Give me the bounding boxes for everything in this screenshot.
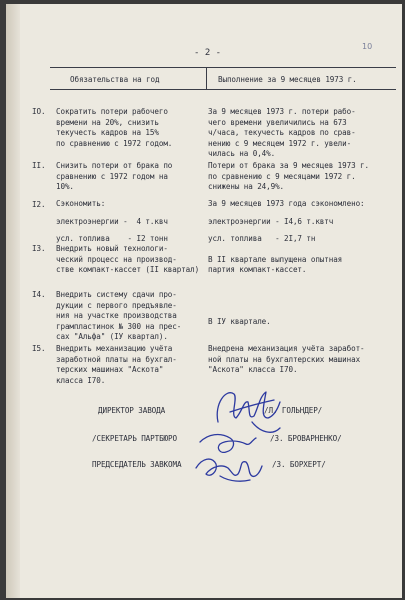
page-number: - 2 - — [194, 48, 222, 58]
item-fulfilment: Потери от брака за 9 месяцев 1973 г. по сравнению с 9 месяцами 1972 г. снижены на 24,9%. — [208, 161, 369, 192]
item-obligation: Внедрить новый технологи- ческий процесс на производ- стве компакт-кассет (II квартал) — [56, 244, 200, 275]
item-obligation: Внедрить механизацию учёта заработной платы на бухгал- терских машинах "Аскота" класса I70. — [56, 344, 177, 385]
item-number: I3. — [32, 244, 46, 253]
header-obligations: Обязательства на год — [70, 75, 160, 84]
signatory-name: /З. БРОВАРНЕНКО/ — [270, 434, 342, 443]
item-obligation: Сократить потери рабочего времени на 20%, снизить текучесть кадров на 15% по сравнению с 1972 годом. — [56, 107, 173, 148]
item-number: I2. — [32, 200, 46, 209]
header-fulfilment: Выполнение за 9 месяцев 1973 г. — [218, 75, 357, 84]
item-number: II. — [32, 161, 46, 170]
item-number: IO. — [32, 107, 46, 116]
item-number: I4. — [32, 290, 46, 299]
table-header-divider — [206, 67, 207, 89]
signatory-title: /СЕКРЕТАРЬ ПАРТБЮРО — [92, 434, 177, 443]
item-fulfilment: В IУ квартале. — [208, 317, 271, 326]
signatory-title: ДИРЕКТОР ЗАВОДА — [98, 406, 166, 415]
item-number: I5. — [32, 344, 46, 353]
item-obligation: Внедрить систему сдачи про- дукции с первого предъявле- ния на участке производства грампластинок № 300 на прес- сах "Альфа" (IУ квартал). — [56, 290, 182, 342]
item-fulfilment: За 9 месяцев 1973 года сэкономлено: электроэнергии - I4,6 т.квтч усл. топлива - 2I,7 тн — [208, 199, 365, 244]
item-obligation: Сэкономить: электроэнергии - 4 т.квч усл. топлива - I2 тонн — [56, 199, 168, 244]
corner-mark: 10 — [362, 42, 373, 51]
item-fulfilment: Внедрена механизация учёта заработ- ной платы на бухгалтерских машинах "Аскота" класса I70. — [208, 344, 365, 375]
table-top-rule — [50, 67, 396, 68]
item-fulfilment: За 9 месяцев 1973 г. потери рабо- чего времени увеличились на 673 ч/часа, текучесть кадров по срав- нению с 9 месяцем 1972 г. увели- чилась на 0,4%. — [208, 107, 356, 159]
signatory-title: ПРЕДСЕДАТЕЛЬ ЗАВКОМА — [92, 460, 182, 469]
signatory-name: /З. БОРХЕРТ/ — [272, 460, 326, 469]
signatory-name: /Л. ГОЛЬНДЕР/ — [264, 406, 323, 415]
item-obligation: Снизить потери от брака по сравнению с 1972 годом на 10%. — [56, 161, 173, 192]
binding-edge — [6, 4, 20, 598]
item-fulfilment: В II квартале выпущена опытная партия компакт-кассет. — [208, 254, 343, 275]
document-page — [6, 4, 402, 598]
handwritten-signatures — [190, 382, 290, 492]
table-header-rule — [50, 89, 396, 90]
